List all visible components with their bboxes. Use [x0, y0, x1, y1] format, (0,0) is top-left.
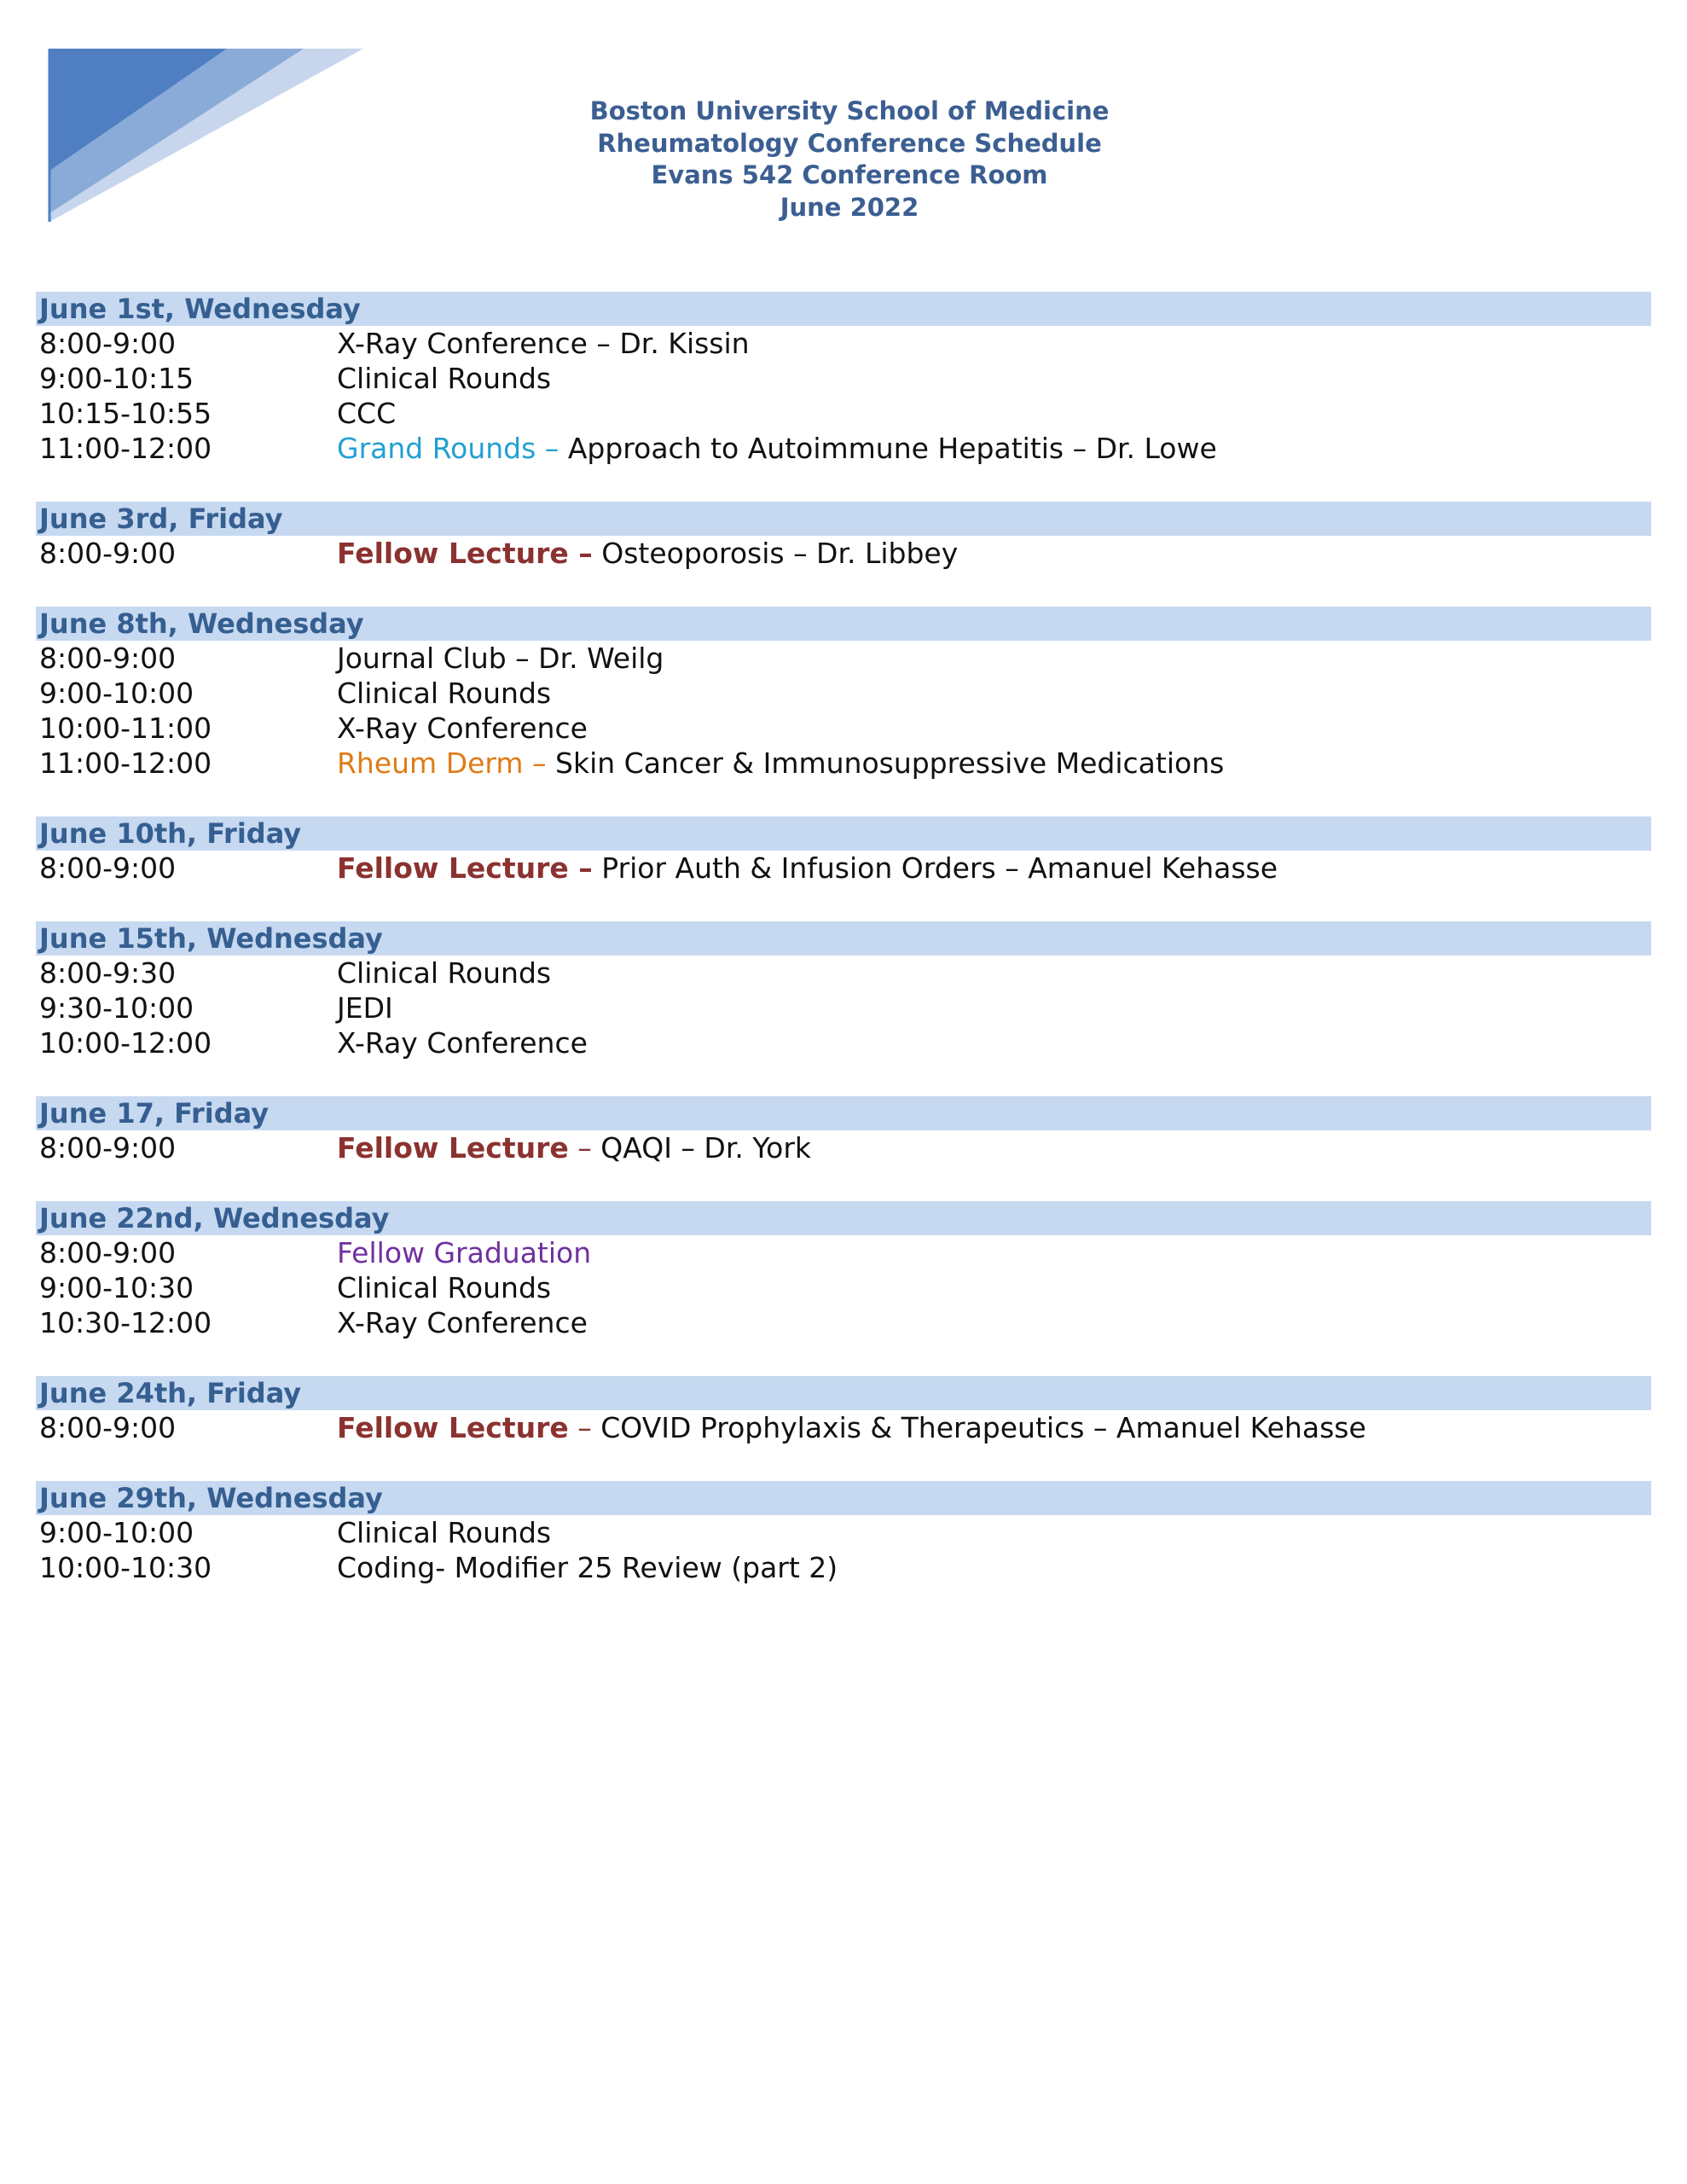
event-description: Clinical Rounds: [337, 677, 552, 710]
event-time: 10:30-12:00: [39, 1306, 212, 1339]
day-header: June 8th, Wednesday: [36, 607, 1651, 641]
event-time: 8:00-9:00: [39, 537, 177, 570]
event-tag-grand-rounds: Grand Rounds –: [337, 432, 559, 465]
event-row: [36, 1305, 1651, 1340]
day-header: June 10th, Friday: [36, 816, 1651, 851]
event-time: 10:00-10:30: [39, 1551, 212, 1584]
day-header: June 15th, Wednesday: [36, 921, 1651, 956]
day-header: June 3rd, Friday: [36, 502, 1651, 536]
event-row: [36, 711, 1651, 746]
event-row: [36, 956, 1651, 990]
institution-name: Boston University School of Medicine: [589, 96, 1110, 125]
day-block: [36, 607, 1651, 781]
event-description: Prior Auth & Infusion Orders – Amanuel Kehasse: [601, 851, 1278, 885]
day-header: June 22nd, Wednesday: [36, 1201, 1651, 1235]
day-block: [36, 921, 1651, 1060]
event-time: 10:00-11:00: [39, 712, 212, 745]
event-tag-fellow-lecture: Fellow Lecture: [337, 1411, 569, 1444]
event-description-fellow-graduation: Fellow Graduation: [337, 1236, 592, 1269]
event-description: X-Ray Conference: [337, 1026, 588, 1060]
event-row: [36, 1235, 1651, 1270]
event-row: [36, 1515, 1651, 1550]
event-time: 8:00-9:30: [39, 956, 177, 990]
event-time: 9:30-10:00: [39, 991, 194, 1025]
event-tag-fellow-lecture: Fellow Lecture –: [337, 537, 593, 570]
day-header: June 17, Friday: [36, 1096, 1651, 1130]
event-time: 11:00-12:00: [39, 432, 212, 465]
schedule-title: Rheumatology Conference Schedule: [597, 128, 1102, 158]
event-description: X-Ray Conference: [337, 712, 588, 745]
day-block: [36, 1201, 1651, 1340]
event-row: [36, 396, 1651, 431]
event-description: Approach to Autoimmune Hepatitis – Dr. Lowe: [567, 432, 1217, 465]
event-description: X-Ray Conference – Dr. Kissin: [337, 327, 750, 360]
event-time: 8:00-9:00: [39, 1236, 177, 1269]
event-time: 10:00-12:00: [39, 1026, 212, 1060]
event-row: [36, 990, 1651, 1025]
day-header: June 29th, Wednesday: [36, 1481, 1651, 1515]
event-description: Skin Cancer & Immunosuppressive Medications: [555, 746, 1225, 780]
event-tag-fellow-lecture: Fellow Lecture –: [337, 851, 593, 885]
event-row: [36, 536, 1651, 571]
event-description: Journal Club – Dr. Weilg: [337, 642, 664, 675]
document-header: [0, 96, 1687, 224]
event-description-block: [337, 1130, 811, 1165]
event-row: [36, 676, 1651, 711]
event-time: 9:00-10:30: [39, 1271, 194, 1304]
event-description: QAQI – Dr. York: [600, 1131, 811, 1165]
event-description: Coding- Modifier 25 Review (part 2): [337, 1551, 838, 1584]
schedule-month: June 2022: [780, 192, 919, 222]
event-description-block: [337, 536, 958, 571]
day-header: June 24th, Friday: [36, 1376, 1651, 1410]
event-tag-rheum-derm: Rheum Derm –: [337, 746, 547, 780]
day-block: [36, 292, 1651, 466]
event-description: Clinical Rounds: [337, 362, 552, 395]
schedule-list: [36, 292, 1651, 1621]
event-row: [36, 1270, 1651, 1305]
event-description-block: [337, 851, 1278, 886]
event-description: JEDI: [337, 991, 393, 1025]
event-time: 10:15-10:55: [39, 397, 212, 430]
event-row: [36, 1130, 1651, 1165]
event-tag-separator: –: [577, 1411, 592, 1444]
event-time: 8:00-9:00: [39, 1131, 177, 1165]
event-row: [36, 746, 1651, 781]
event-description-block: [337, 431, 1217, 466]
event-tag-separator: –: [577, 1131, 592, 1165]
event-description: Clinical Rounds: [337, 1271, 552, 1304]
day-block: [36, 1096, 1651, 1165]
event-time: 9:00-10:15: [39, 362, 194, 395]
event-row: [36, 1410, 1651, 1445]
event-description: Clinical Rounds: [337, 1516, 552, 1549]
event-description: COVID Prophylaxis & Therapeutics – Amanuel Kehasse: [600, 1411, 1366, 1444]
event-tag-fellow-lecture: Fellow Lecture: [337, 1131, 569, 1165]
event-row: [36, 1550, 1651, 1585]
event-time: 8:00-9:00: [39, 851, 177, 885]
event-row: [36, 326, 1651, 361]
event-row: [36, 361, 1651, 396]
day-block: [36, 1376, 1651, 1445]
event-description: X-Ray Conference: [337, 1306, 588, 1339]
event-row: [36, 641, 1651, 676]
event-time: 9:00-10:00: [39, 1516, 194, 1549]
event-time: 9:00-10:00: [39, 677, 194, 710]
event-row: [36, 851, 1651, 886]
event-time: 8:00-9:00: [39, 642, 177, 675]
room-name: Evans 542 Conference Room: [651, 160, 1048, 189]
event-description: Clinical Rounds: [337, 956, 552, 990]
event-row: [36, 431, 1651, 466]
event-time: 8:00-9:00: [39, 1411, 177, 1444]
event-time: 11:00-12:00: [39, 746, 212, 780]
day-block: [36, 502, 1651, 571]
event-description-block: [337, 1410, 1366, 1445]
event-time: 8:00-9:00: [39, 327, 177, 360]
day-block: [36, 1481, 1651, 1585]
day-block: [36, 816, 1651, 886]
event-description: Osteoporosis – Dr. Libbey: [601, 537, 959, 570]
event-description: CCC: [337, 397, 397, 430]
day-header: June 1st, Wednesday: [36, 292, 1651, 326]
event-description-block: [337, 746, 1224, 781]
event-row: [36, 1025, 1651, 1060]
